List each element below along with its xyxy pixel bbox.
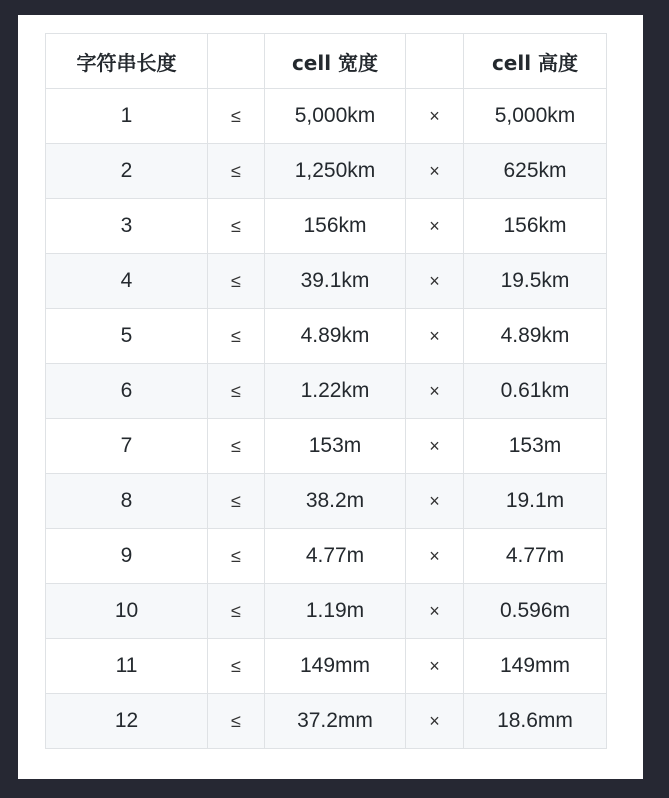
geohash-precision-table bbox=[45, 33, 607, 749]
cell-length: 7 bbox=[46, 419, 208, 474]
cell-width: 4.77m bbox=[265, 529, 406, 584]
cell-width: 156km bbox=[265, 199, 406, 254]
cell-length: 9 bbox=[46, 529, 208, 584]
cell-leq: ≤ bbox=[208, 364, 265, 419]
cell-width: 1,250km bbox=[265, 144, 406, 199]
content-panel bbox=[18, 15, 643, 779]
cell-height: 19.1m bbox=[464, 474, 607, 529]
header-blank-2 bbox=[406, 34, 464, 89]
cell-length: 6 bbox=[46, 364, 208, 419]
cell-times: × bbox=[406, 199, 464, 254]
cell-times: × bbox=[406, 364, 464, 419]
cell-times: × bbox=[406, 144, 464, 199]
cell-times: × bbox=[406, 254, 464, 309]
cell-leq: ≤ bbox=[208, 254, 265, 309]
cell-width: 1.19m bbox=[265, 584, 406, 639]
cell-length: 10 bbox=[46, 584, 208, 639]
cell-length: 11 bbox=[46, 639, 208, 694]
cell-times: × bbox=[406, 584, 464, 639]
cell-times: × bbox=[406, 474, 464, 529]
cell-height: 5,000km bbox=[464, 89, 607, 144]
table-row bbox=[46, 199, 607, 254]
cell-times: × bbox=[406, 639, 464, 694]
table-row bbox=[46, 364, 607, 419]
table-row bbox=[46, 419, 607, 474]
cell-height: 153m bbox=[464, 419, 607, 474]
cell-height: 0.596m bbox=[464, 584, 607, 639]
cell-width: 38.2m bbox=[265, 474, 406, 529]
table-row bbox=[46, 694, 607, 749]
table-row bbox=[46, 254, 607, 309]
cell-height: 625km bbox=[464, 144, 607, 199]
cell-times: × bbox=[406, 89, 464, 144]
header-string-length: 字符串长度 bbox=[46, 34, 208, 89]
cell-leq: ≤ bbox=[208, 529, 265, 584]
cell-times: × bbox=[406, 694, 464, 749]
cell-length: 4 bbox=[46, 254, 208, 309]
table-row bbox=[46, 309, 607, 364]
header-cell-width: cell 宽度 bbox=[265, 34, 406, 89]
cell-height: 4.89km bbox=[464, 309, 607, 364]
cell-leq: ≤ bbox=[208, 584, 265, 639]
cell-length: 5 bbox=[46, 309, 208, 364]
cell-width: 39.1km bbox=[265, 254, 406, 309]
cell-length: 2 bbox=[46, 144, 208, 199]
header-cell-height: cell 高度 bbox=[464, 34, 607, 89]
cell-times: × bbox=[406, 419, 464, 474]
cell-height: 0.61km bbox=[464, 364, 607, 419]
table-header-row bbox=[46, 34, 607, 89]
table-row bbox=[46, 474, 607, 529]
table-row bbox=[46, 529, 607, 584]
cell-height: 18.6mm bbox=[464, 694, 607, 749]
cell-leq: ≤ bbox=[208, 144, 265, 199]
header-blank-1 bbox=[208, 34, 265, 89]
cell-leq: ≤ bbox=[208, 199, 265, 254]
cell-width: 5,000km bbox=[265, 89, 406, 144]
cell-leq: ≤ bbox=[208, 89, 265, 144]
cell-leq: ≤ bbox=[208, 474, 265, 529]
cell-width: 149mm bbox=[265, 639, 406, 694]
cell-height: 19.5km bbox=[464, 254, 607, 309]
cell-leq: ≤ bbox=[208, 694, 265, 749]
cell-leq: ≤ bbox=[208, 639, 265, 694]
cell-height: 156km bbox=[464, 199, 607, 254]
cell-leq: ≤ bbox=[208, 309, 265, 364]
cell-times: × bbox=[406, 309, 464, 364]
table-row bbox=[46, 584, 607, 639]
table-row bbox=[46, 144, 607, 199]
table-row bbox=[46, 639, 607, 694]
cell-width: 37.2mm bbox=[265, 694, 406, 749]
cell-length: 1 bbox=[46, 89, 208, 144]
cell-width: 1.22km bbox=[265, 364, 406, 419]
cell-height: 149mm bbox=[464, 639, 607, 694]
cell-height: 4.77m bbox=[464, 529, 607, 584]
cell-length: 12 bbox=[46, 694, 208, 749]
cell-times: × bbox=[406, 529, 464, 584]
table-row bbox=[46, 89, 607, 144]
cell-width: 153m bbox=[265, 419, 406, 474]
cell-leq: ≤ bbox=[208, 419, 265, 474]
cell-length: 3 bbox=[46, 199, 208, 254]
cell-length: 8 bbox=[46, 474, 208, 529]
cell-width: 4.89km bbox=[265, 309, 406, 364]
